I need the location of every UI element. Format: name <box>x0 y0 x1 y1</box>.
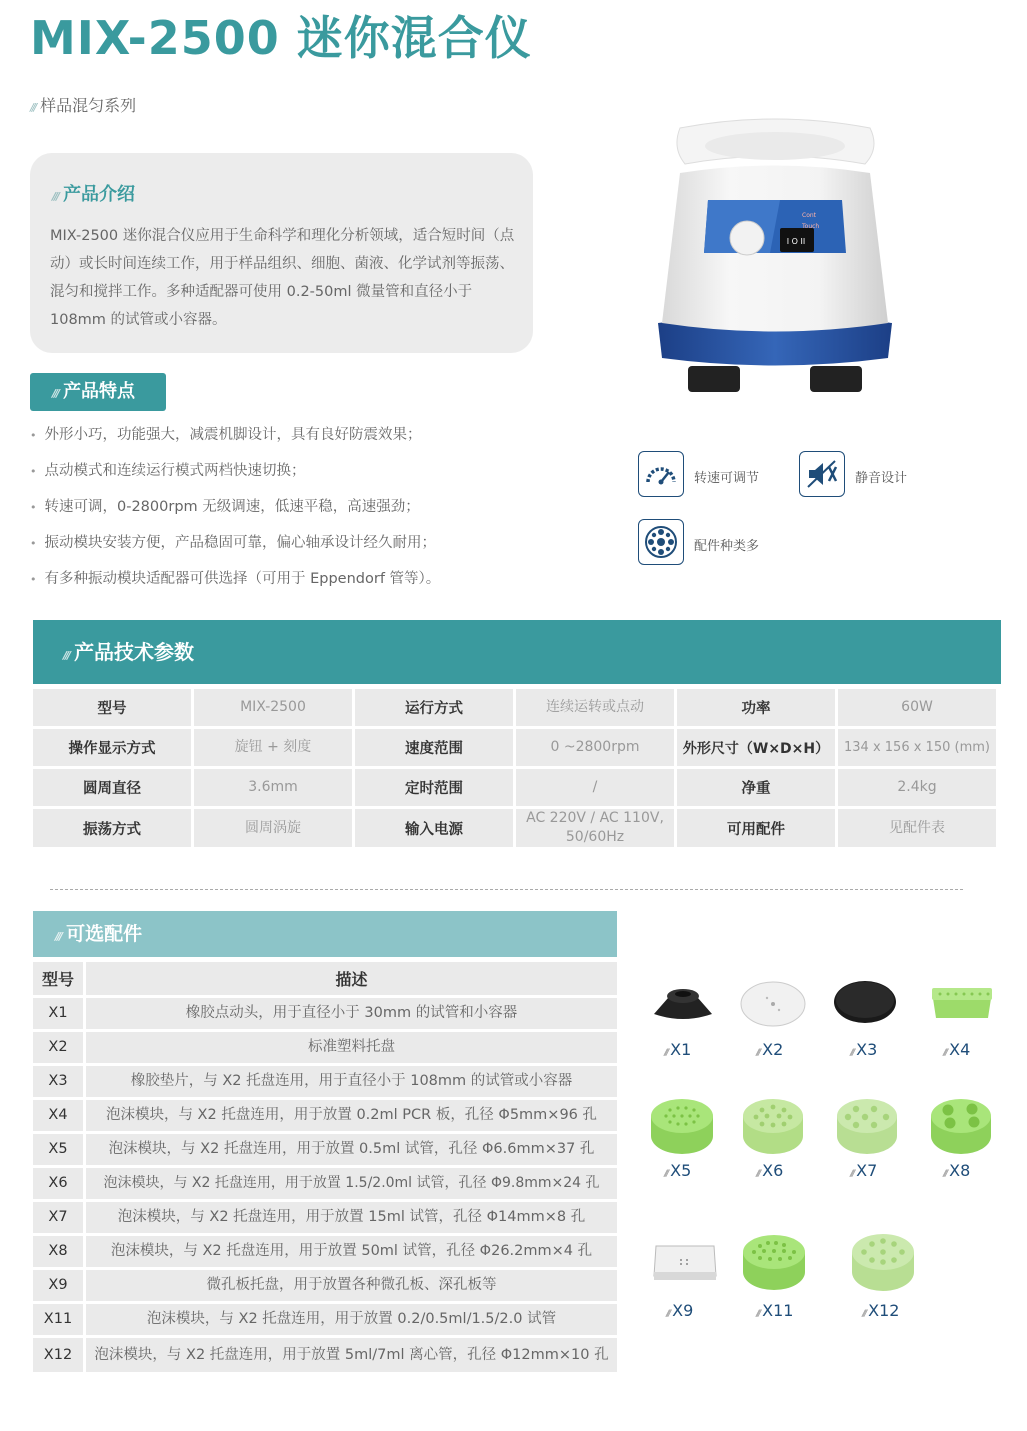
speedometer-icon <box>638 451 684 497</box>
column-header-desc: 描述 <box>86 962 617 995</box>
slash-icon: /// <box>756 1169 760 1179</box>
table-row <box>33 1066 617 1097</box>
acc-model: X6 <box>33 1168 83 1199</box>
spec-key: 功率 <box>677 689 835 726</box>
specs-table <box>30 686 999 850</box>
adapter-icon <box>638 519 684 565</box>
acc-desc: 泡沫模块，与 X2 托盘连用，用于放置 0.2/0.5ml/1.5/2.0 试管 <box>86 1304 617 1335</box>
slash-icon: /// <box>55 930 62 943</box>
acc-desc: 标准塑料托盘 <box>86 1032 617 1063</box>
gallery-label-text: X7 <box>856 1161 878 1180</box>
table-row <box>33 1304 617 1335</box>
spec-value: 0 ~2800rpm <box>516 729 674 766</box>
gallery-label-x5 <box>664 1161 691 1180</box>
spec-value: / <box>516 769 674 806</box>
highlight-adapter-label: 配件种类多 <box>694 539 760 554</box>
slash-icon: /// <box>943 1169 947 1179</box>
gallery-label-text: X5 <box>670 1161 692 1180</box>
acc-desc: 橡胶垫片，与 X2 托盘连用，用于直径小于 108mm 的试管或小容器 <box>86 1066 617 1097</box>
series-text: 样品混匀系列 <box>40 96 137 115</box>
table-row <box>33 1338 617 1372</box>
highlight-mute-label: 静音设计 <box>855 471 908 486</box>
spec-key: 型号 <box>33 689 191 726</box>
slash-icon: /// <box>30 101 36 114</box>
spec-key: 外形尺寸（W×D×H） <box>677 729 835 766</box>
x5-image <box>648 1096 716 1158</box>
intro-text: MIX-2500 迷你混合仪应用于生命科学和理化分析领域，适合短时间（点动）或长时间连续工作，用于样品组织、细胞、菌液、化学试剂等振荡、混匀和搅拌工作。多种适配器可使用 0.2-50ml 微量管和直径小于 108mm 的试管或小容器。 <box>50 228 515 328</box>
table-row <box>33 729 996 766</box>
features-title-text: 产品特点 <box>63 381 136 402</box>
series-label <box>30 93 136 116</box>
gallery-label-x8 <box>943 1161 970 1180</box>
product-image <box>650 118 900 400</box>
mixer-illustration <box>650 118 900 400</box>
gallery-label-x12 <box>862 1301 899 1320</box>
table-row <box>33 1100 617 1131</box>
feature-item: • 点动模式和连续运行模式两档快速切换； <box>30 458 440 494</box>
gallery-label-x2 <box>756 1040 783 1059</box>
features-title <box>30 373 166 411</box>
spec-key: 圆周直径 <box>33 769 191 806</box>
table-header-row <box>33 962 617 995</box>
table-row <box>33 1168 617 1199</box>
acc-desc: 泡沫模块，与 X2 托盘连用，用于放置 0.5ml 试管，孔径 Φ6.6mm×37 孔 <box>86 1134 617 1165</box>
x11-image <box>740 1232 808 1294</box>
spec-value: MIX-2500 <box>194 689 352 726</box>
slash-icon: /// <box>52 387 59 400</box>
x4-image <box>926 982 998 1028</box>
spec-key: 运行方式 <box>355 689 513 726</box>
slash-icon: /// <box>943 1048 947 1058</box>
slash-icon: /// <box>756 1309 760 1319</box>
column-header-model: 型号 <box>33 962 83 995</box>
acc-model: X7 <box>33 1202 83 1233</box>
intro-title <box>52 180 135 206</box>
acc-desc: 泡沫模块，与 X2 托盘连用，用于放置 0.2ml PCR 板，孔径 Φ5mm×96 孔 <box>86 1100 617 1131</box>
mute-icon <box>799 451 845 497</box>
acc-model: X8 <box>33 1236 83 1267</box>
acc-desc: 泡沫模块，与 X2 托盘连用，用于放置 1.5/2.0ml 试管，孔径 Φ9.8mm×24 孔 <box>86 1168 617 1199</box>
gallery-label-text: X4 <box>949 1040 971 1059</box>
feature-item: • 外形小巧，功能强大，减震机脚设计，具有良好防震效果； <box>30 422 440 458</box>
switch-label: I O II <box>786 237 806 246</box>
gallery-label-x1 <box>664 1040 691 1059</box>
feature-item: • 有多种振动模块适配器可供选择（可用于 Eppendorf 管等）。 <box>30 566 440 602</box>
spec-value: 2.4kg <box>838 769 996 806</box>
spec-key: 速度范围 <box>355 729 513 766</box>
acc-desc: 泡沫模块，与 X2 托盘连用，用于放置 50ml 试管，孔径 Φ26.2mm×4 孔 <box>86 1236 617 1267</box>
gallery-label-x3 <box>850 1040 877 1059</box>
spec-value: 134 x 156 x 150 (mm) <box>838 729 996 766</box>
accessories-title-text: 可选配件 <box>66 923 143 945</box>
x12-image <box>848 1230 918 1294</box>
spec-value: AC 220V / AC 110V, 50/60Hz <box>516 809 674 847</box>
x8-image <box>928 1094 994 1158</box>
gallery-label-text: X2 <box>762 1040 784 1059</box>
slash-icon: /// <box>862 1309 866 1319</box>
gallery-label-x6 <box>756 1161 783 1180</box>
table-row <box>33 689 996 726</box>
x7-image <box>834 1096 900 1158</box>
table-row <box>33 998 617 1029</box>
slash-icon: /// <box>850 1169 854 1179</box>
slash-icon: /// <box>666 1309 670 1319</box>
table-row <box>33 769 996 806</box>
x3-image <box>830 976 900 1030</box>
table-row <box>33 1236 617 1267</box>
specs-title <box>33 620 1001 684</box>
gallery-label-text: X1 <box>670 1040 692 1059</box>
gallery-label-x9 <box>666 1301 693 1320</box>
divider <box>50 889 963 890</box>
acc-model: X5 <box>33 1134 83 1165</box>
table-row <box>33 1202 617 1233</box>
page-title: MIX-2500 迷你混合仪 <box>30 11 532 65</box>
gallery-label-text: X8 <box>949 1161 971 1180</box>
spec-key: 输入电源 <box>355 809 513 847</box>
acc-desc: 泡沫模块，与 X2 托盘连用，用于放置 5ml/7ml 离心管，孔径 Φ12mm×10 孔 <box>86 1338 617 1372</box>
mode-label-cont: Cont <box>802 212 817 219</box>
acc-model: X3 <box>33 1066 83 1097</box>
acc-model: X4 <box>33 1100 83 1131</box>
mode-label-touch: Touch <box>802 223 820 230</box>
acc-desc: 泡沫模块，与 X2 托盘连用，用于放置 15ml 试管，孔径 Φ14mm×8 孔 <box>86 1202 617 1233</box>
spec-value: 旋钮 + 刻度 <box>194 729 352 766</box>
spec-key: 可用配件 <box>677 809 835 847</box>
x2-image <box>738 978 808 1034</box>
accessories-title <box>33 911 617 957</box>
gallery-label-text: X3 <box>856 1040 878 1059</box>
acc-model: X11 <box>33 1304 83 1335</box>
gallery-label-x7 <box>850 1161 877 1180</box>
acc-model: X2 <box>33 1032 83 1063</box>
acc-model: X12 <box>33 1338 83 1372</box>
spec-value: 连续运转或点动 <box>516 689 674 726</box>
gallery-label-text: X12 <box>868 1301 900 1320</box>
gallery-label-x11 <box>756 1301 793 1320</box>
feature-item: • 振动模块安装方便，产品稳固可靠，偏心轴承设计经久耐用； <box>30 530 440 566</box>
intro-title-text: 产品介绍 <box>63 184 136 205</box>
gallery-label-text: X11 <box>762 1301 794 1320</box>
x9-image <box>650 1240 720 1284</box>
x6-image <box>740 1096 806 1158</box>
spec-value: 圆周涡旋 <box>194 809 352 847</box>
spec-value: 60W <box>838 689 996 726</box>
slash-icon: /// <box>850 1048 854 1058</box>
acc-desc: 橡胶点动头，用于直径小于 30mm 的试管和小容器 <box>86 998 617 1029</box>
table-row <box>33 1134 617 1165</box>
features-list <box>30 422 440 602</box>
specs-title-text: 产品技术参数 <box>74 640 195 664</box>
spec-key: 操作显示方式 <box>33 729 191 766</box>
gallery-label-text: X9 <box>672 1301 694 1320</box>
table-row <box>33 1270 617 1301</box>
spec-key: 振荡方式 <box>33 809 191 847</box>
acc-model: X9 <box>33 1270 83 1301</box>
slash-icon: /// <box>63 649 70 662</box>
accessory-gallery <box>640 970 1020 1330</box>
spec-value: 3.6mm <box>194 769 352 806</box>
gallery-label-text: X6 <box>762 1161 784 1180</box>
table-row <box>33 1032 617 1063</box>
slash-icon: /// <box>756 1048 760 1058</box>
x1-image <box>650 980 716 1030</box>
highlight-speed-label: 转速可调节 <box>694 471 760 486</box>
accessories-table <box>30 959 620 1375</box>
spec-key: 净重 <box>677 769 835 806</box>
gallery-label-x4 <box>943 1040 970 1059</box>
slash-icon: /// <box>664 1048 668 1058</box>
feature-item: • 转速可调，0-2800rpm 无级调速，低速平稳，高速强劲； <box>30 494 440 530</box>
slash-icon: /// <box>52 190 59 203</box>
table-row <box>33 809 996 847</box>
spec-key: 定时范围 <box>355 769 513 806</box>
spec-value: 见配件表 <box>838 809 996 847</box>
acc-desc: 微孔板托盘，用于放置各种微孔板、深孔板等 <box>86 1270 617 1301</box>
acc-model: X1 <box>33 998 83 1029</box>
slash-icon: /// <box>664 1169 668 1179</box>
